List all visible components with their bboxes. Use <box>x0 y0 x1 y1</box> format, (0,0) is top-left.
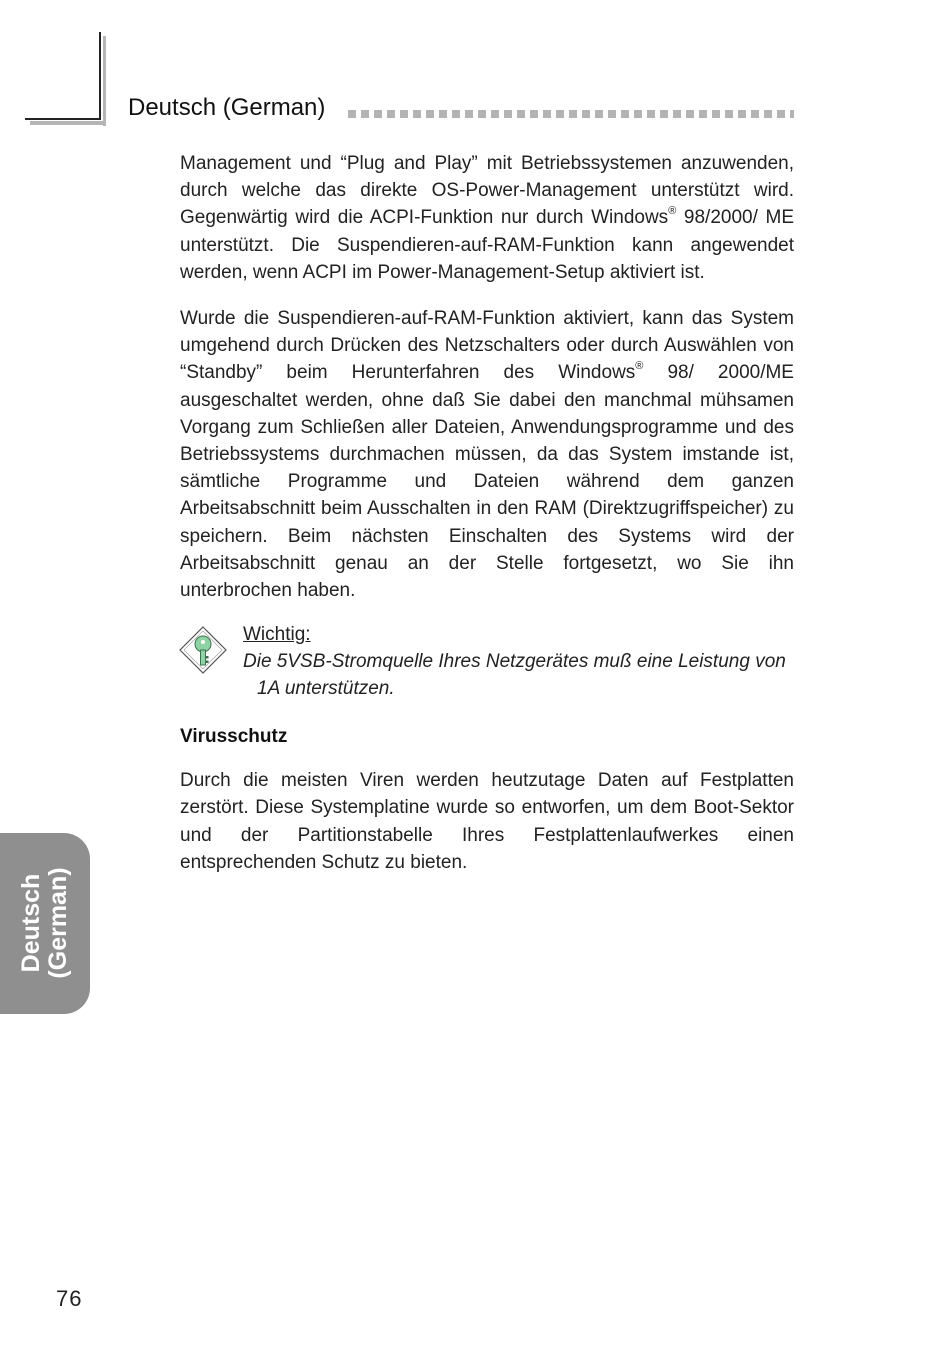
note-body <box>243 648 794 702</box>
header-dot-leader <box>348 110 794 118</box>
note-line: Die 5VSB-Stromquelle Ihres Netzgerätes muß eine Leistung von <box>243 651 786 673</box>
side-tab-line: (German) <box>44 867 72 979</box>
corner-horizontal-line <box>25 118 101 120</box>
side-tab-label <box>18 867 72 978</box>
main-content <box>180 150 794 876</box>
corner-vertical-line <box>99 32 101 120</box>
paragraph-text: 98/ 2000/ME ausgeschaltet werden, ohne daß Sie dabei den manchmal mühsamen Vorgang zum Schließen aller Dateien, Anwendungsprogramme und des Betriebssystems durchmachen müssen, da das System imstande ist, sämtliche Programme und Dateien während dem ganzen Arbeitsabschnitt beim Ausschalten in den RAM (Direktzugriffspeicher) zu speichern. Beim nächsten Einschalten des Systems wird der Arbeitsabschnitt genau an der Stelle fortgesetzt, wo Sie ihn unterbrochen haben. <box>180 362 794 602</box>
note-line: 1A unterstützen. <box>257 678 395 700</box>
corner-horizontal-shadow <box>30 121 106 125</box>
registered-mark: ® <box>635 360 644 373</box>
key-icon <box>178 625 228 675</box>
section-heading-virus-protection: Virusschutz <box>180 726 288 748</box>
paragraph-text: Wurde die Suspendieren-auf-RAM-Funktion aktiviert, kann das System umgehend durch Drücken des Netzschalters oder durch Auswählen von “Standby” beim Herunterfahren des Windows <box>180 308 794 384</box>
registered-mark: ® <box>668 205 677 218</box>
paragraph-virus-protection: Durch die meisten Viren werden heutzutage Daten auf Festplatten zerstört. Diese Systemplatine wurde so entworfen, um dem Boot-Sektor und der Partitionstabelle Ihres Festplattenlaufwerkes einen entsprechenden Schutz zu bieten. <box>180 770 794 873</box>
paragraph-text: Management und “Plug and Play” mit Betriebssystemen anzuwenden, durch welche das direkte OS-Power-Management unterstützt wird. Gegenwärtig wird die ACPI-Funktion nur durch Windows <box>180 153 794 229</box>
side-tab-line: Deutsch <box>17 873 45 973</box>
page-header-title: Deutsch (German) <box>128 94 326 121</box>
important-note <box>180 621 794 707</box>
corner-vertical-shadow <box>103 36 106 126</box>
language-side-tab <box>0 833 90 1014</box>
paragraph-text: 98/2000/ ME unterstützt. Die Suspendieren-auf-RAM-Funktion kann angewendet werden, wenn ACPI im Power-Management-Setup aktiviert ist. <box>180 207 794 283</box>
paragraph-suspend-to-ram <box>180 305 794 604</box>
page-number: 76 <box>56 1286 83 1311</box>
paragraph-acpi <box>180 150 794 286</box>
note-title: Wichtig: <box>243 624 311 646</box>
